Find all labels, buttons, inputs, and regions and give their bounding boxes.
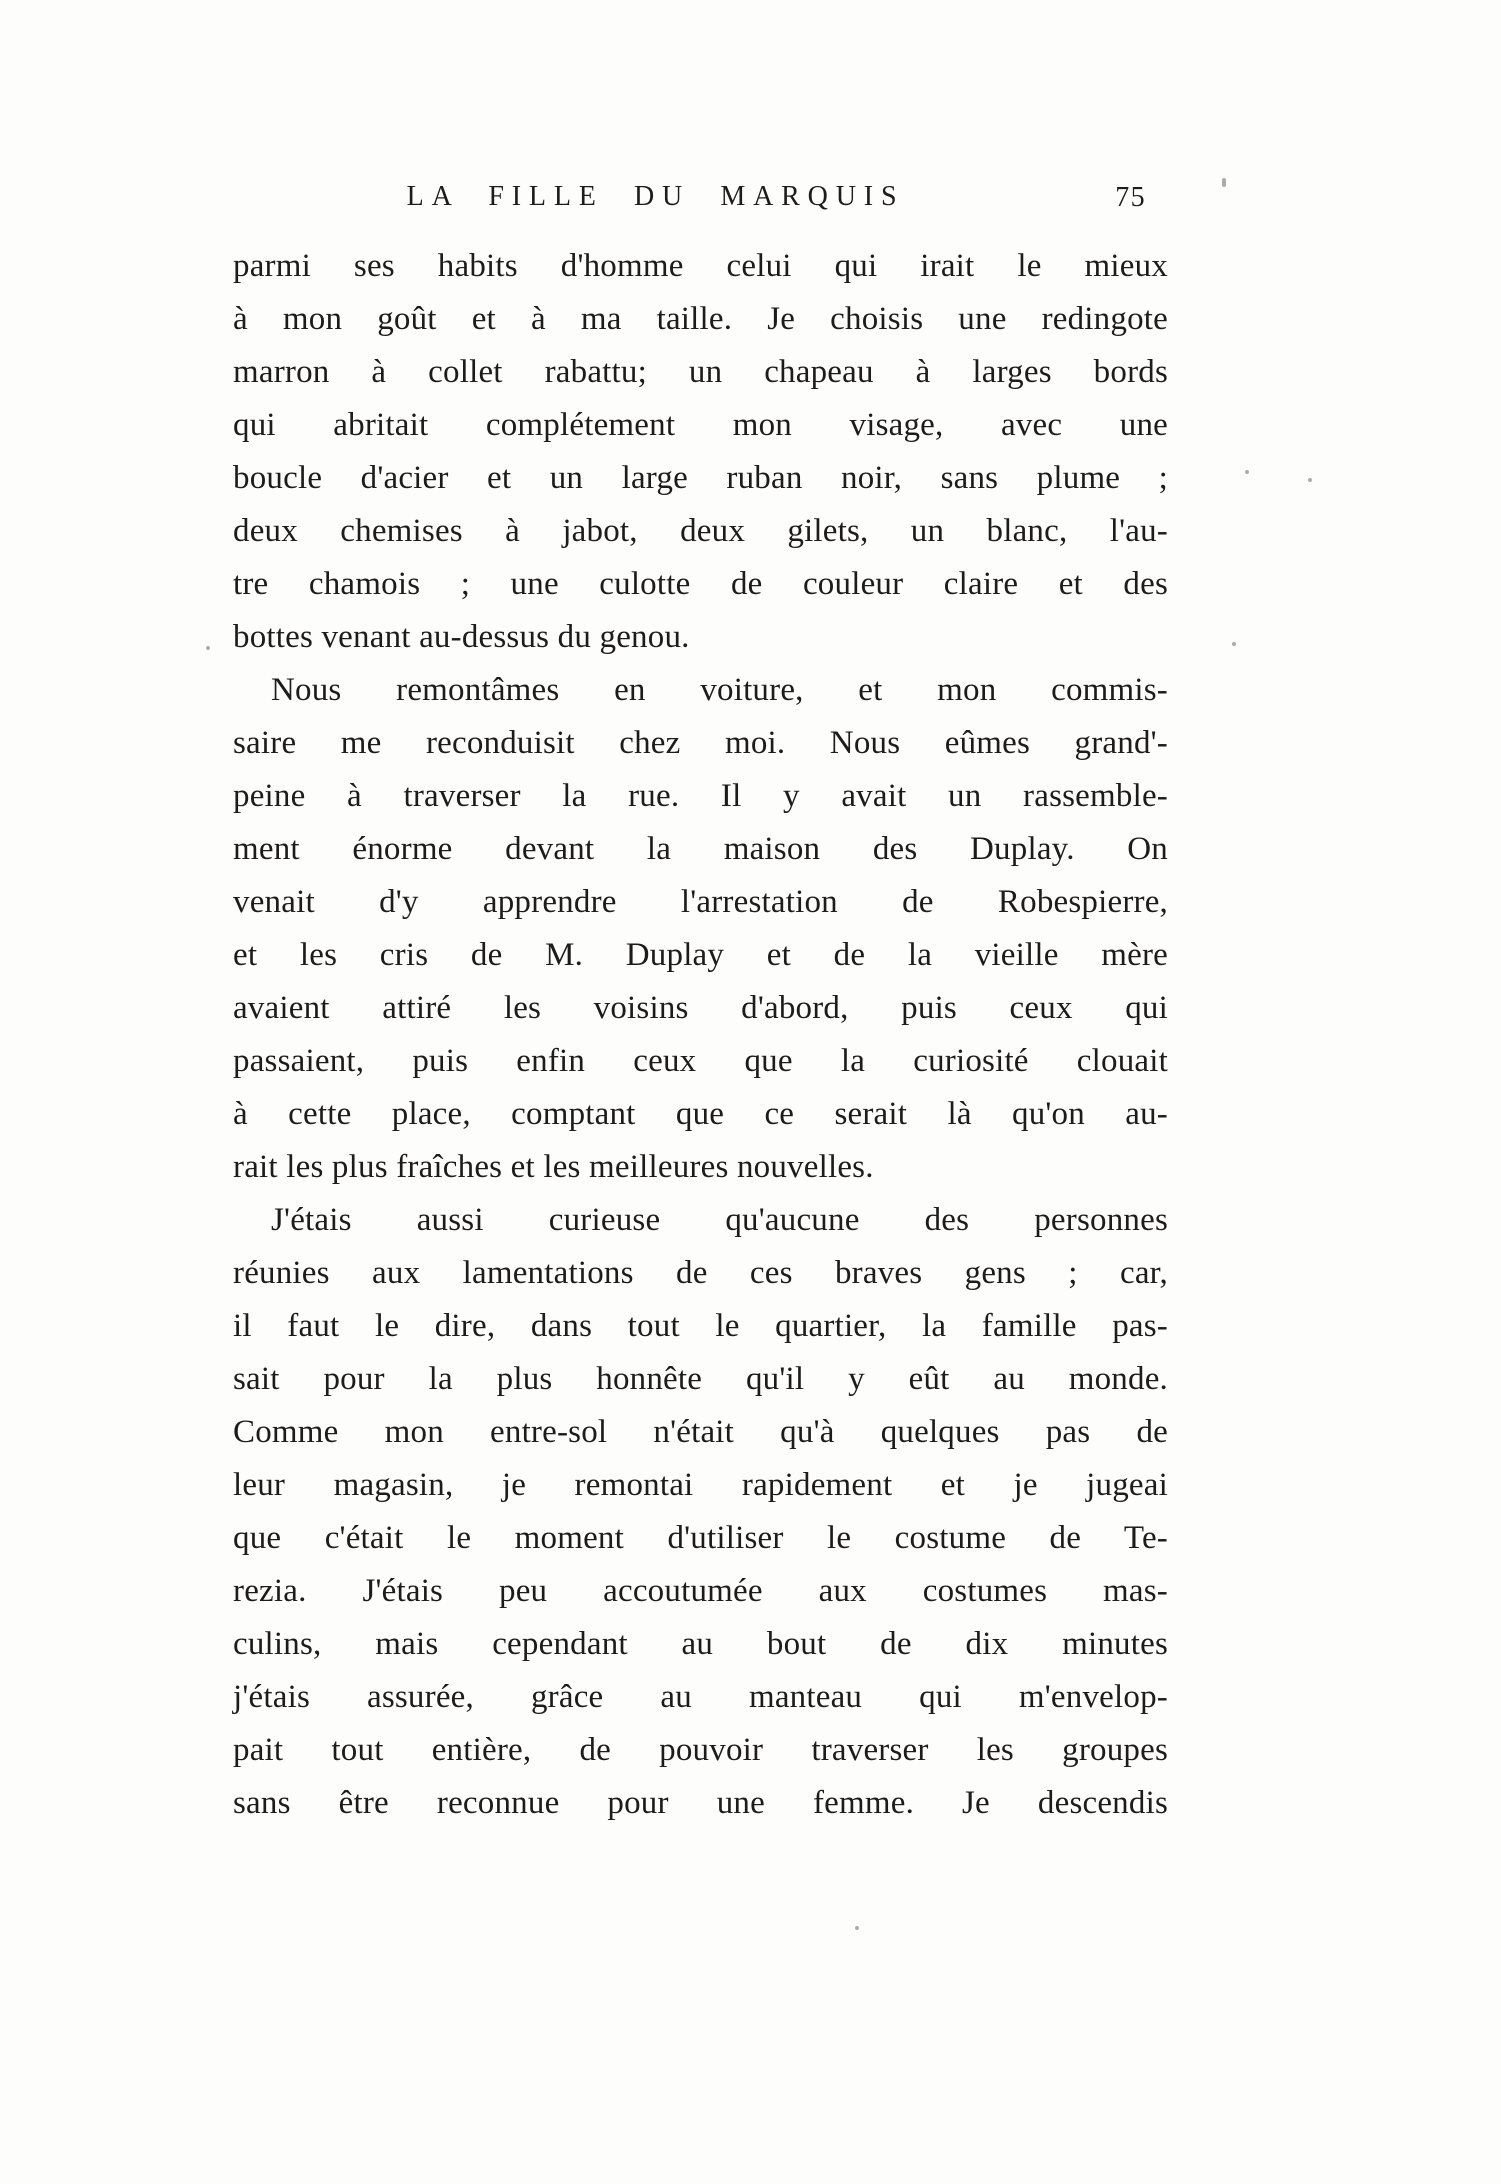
text-line: ment énorme devant la maison des Duplay. On	[233, 831, 1168, 867]
paragraph	[233, 240, 1168, 664]
text-line: et les cris de M. Duplay et de la vieille mère	[233, 937, 1168, 973]
text-line: que c'était le moment d'utiliser le costume de Te-	[233, 1520, 1168, 1556]
text-line: bottes venant au-dessus du genou.	[233, 619, 690, 655]
text-line: à mon goût et à ma taille. Je choisis une redingote	[233, 301, 1168, 337]
text-line: J'étais aussi curieuse qu'aucune des personnes	[271, 1202, 1168, 1238]
text-line: venait d'y apprendre l'arrestation de Robespierre,	[233, 884, 1168, 920]
text-line: j'étais assurée, grâce au manteau qui m'envelop-	[233, 1679, 1168, 1715]
text-line: passaient, puis enfin ceux que la curiosité clouait	[233, 1043, 1168, 1079]
running-title: LA FILLE DU MARQUIS	[406, 181, 905, 212]
text-line: réunies aux lamentations de ces braves gens ; car,	[233, 1255, 1168, 1291]
text-line: marron à collet rabattu; un chapeau à larges bords	[233, 354, 1168, 390]
page-number: 75	[1115, 182, 1146, 213]
text-line: à cette place, comptant que ce serait là qu'on au-	[233, 1096, 1168, 1132]
paragraph	[233, 664, 1168, 1194]
scan-speck	[1245, 470, 1249, 474]
scan-speck	[206, 646, 210, 650]
text-block	[233, 180, 1168, 1830]
page-header	[233, 180, 1168, 224]
paragraph	[233, 1194, 1168, 1830]
text-line: peine à traverser la rue. Il y avait un rassemble-	[233, 778, 1168, 814]
text-line: sait pour la plus honnête qu'il y eût au monde.	[233, 1361, 1168, 1397]
text-line: culins, mais cependant au bout de dix minutes	[233, 1626, 1168, 1662]
text-line: qui abritait complétement mon visage, avec une	[233, 407, 1168, 443]
body-text	[233, 240, 1168, 1830]
scan-speck	[1308, 478, 1312, 482]
text-line: pait tout entière, de pouvoir traverser les groupes	[233, 1732, 1168, 1768]
text-line: leur magasin, je remontai rapidement et je jugeai	[233, 1467, 1168, 1503]
text-line: avaient attiré les voisins d'abord, puis ceux qui	[233, 990, 1168, 1026]
scan-speck	[1222, 178, 1226, 187]
text-line: sans être reconnue pour une femme. Je descendis	[233, 1785, 1168, 1821]
text-line: deux chemises à jabot, deux gilets, un blanc, l'au-	[233, 513, 1168, 549]
text-line: Nous remontâmes en voiture, et mon commis-	[271, 672, 1168, 708]
scan-speck	[1232, 642, 1236, 646]
text-line: parmi ses habits d'homme celui qui irait le mieux	[233, 248, 1168, 284]
text-line: saire me reconduisit chez moi. Nous eûmes grand'-	[233, 725, 1168, 761]
text-line: rezia. J'étais peu accoutumée aux costumes mas-	[233, 1573, 1168, 1609]
text-line: Comme mon entre-sol n'était qu'à quelques pas de	[233, 1414, 1168, 1450]
text-line: tre chamois ; une culotte de couleur claire et des	[233, 566, 1168, 602]
text-line: boucle d'acier et un large ruban noir, sans plume ;	[233, 460, 1168, 496]
text-line: rait les plus fraîches et les meilleures nouvelles.	[233, 1149, 874, 1185]
text-line: il faut le dire, dans tout le quartier, la famille pas-	[233, 1308, 1168, 1344]
scan-speck	[855, 1926, 859, 1930]
